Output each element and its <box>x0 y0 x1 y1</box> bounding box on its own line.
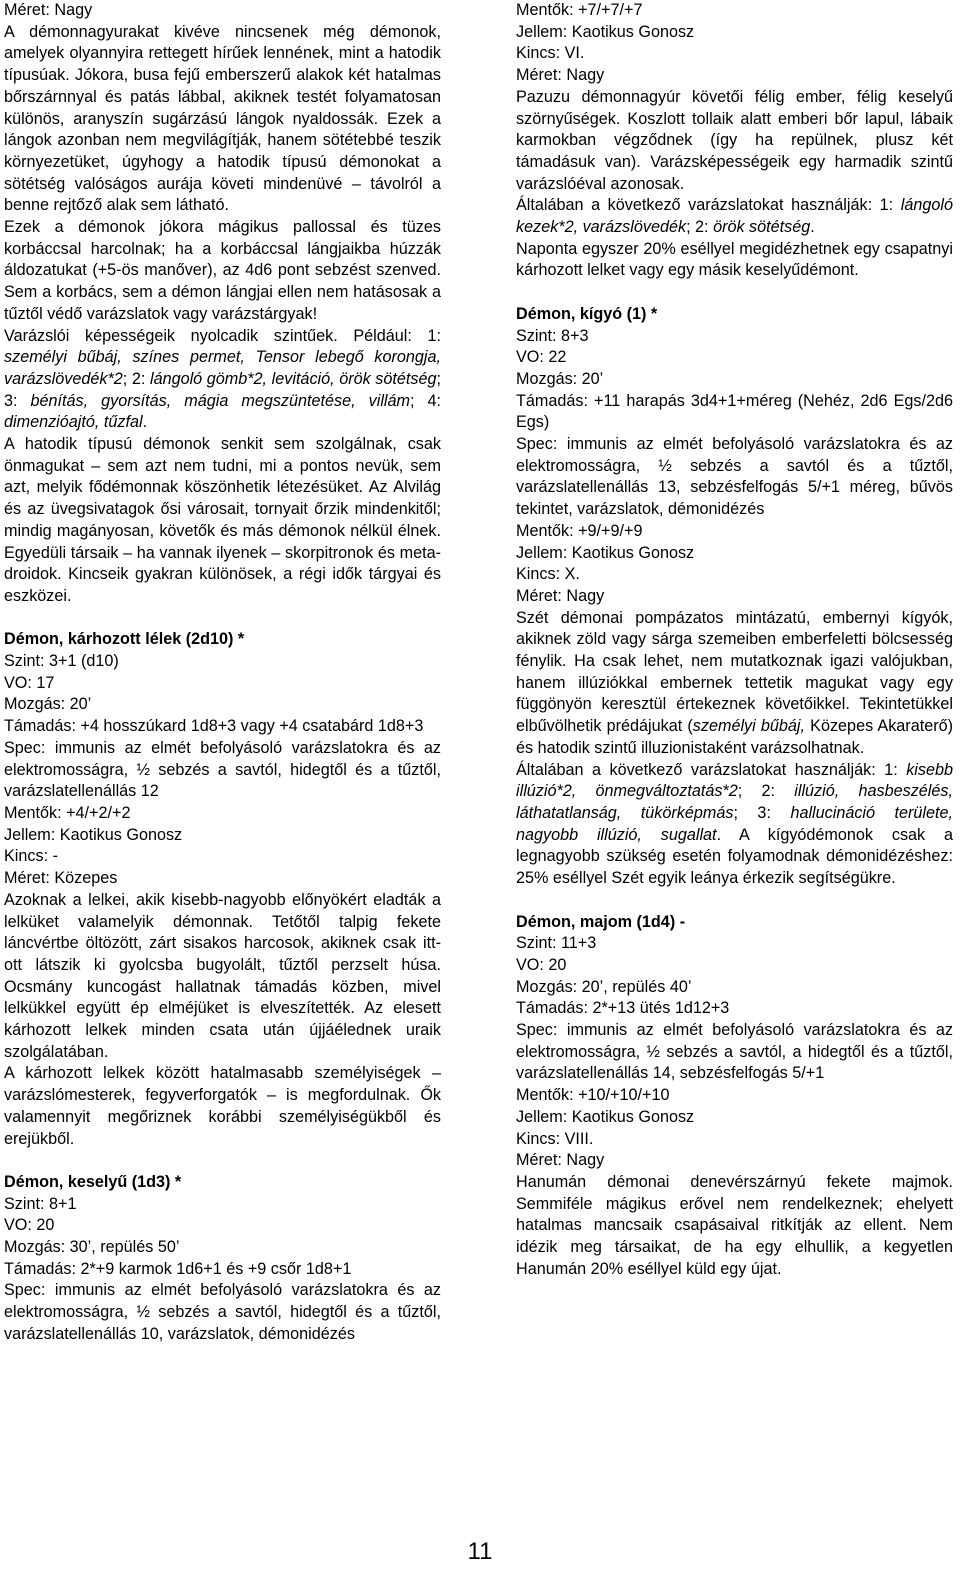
stat-line: Mentők: +9/+9/+9 <box>516 521 643 540</box>
stat-line: VO: 20 <box>4 1216 55 1235</box>
spell-paragraph: Általában a következő varázslatokat használják: 1: kisebb illúzió*2, önmegváltoztatás*2; 2: illúzió, hasbeszélés, láthatatlanság, tükörképmás; 3: hallucináció területe, nagyobb illúzió, sugallat. A kígyódémonok csak a legnagyobb szükség esetén folyamodnak démonidézéshez: 25% eséllyel Szét egyik leánya érkezik segítségükre. <box>516 760 954 888</box>
paragraph: Naponta egyszer 20% eséllyel megidézhetnek egy csapatnyi kárhozott lelket vagy egy másik keselyűdémont. <box>516 239 953 280</box>
right-column <box>516 0 953 1280</box>
stat-line: Spec: immunis az elmét befolyásoló varázslatokra és az elektromosságra, ½ sebzés a savtól, hidegtől és a tűztől, varázslatellenállás 10, varázslatok, démonidézés <box>4 1281 441 1343</box>
paragraph: A kárhozott lelkek között hatalmasabb személyiségek – varázslómesterek, fegyverforgatók – is megfordulnak. Ők valamennyit megőriznek korábbi személyiségükből és erejükből. <box>4 1064 441 1148</box>
spell-paragraph: Varázslói képességeik nyolcadik szintűek. Például: 1: személyi bűbáj, színes permet, Tensor lebegő korongja, varázslövedék*2; 2: lángoló gömb*2, levitáció, örök sötétség; 3: bénítás, gyorsítás, mágia megszüntetése, villám; 4: dimenzióajtó, tűzfal. <box>4 326 441 432</box>
stat-line: Jellem: Kaotikus Gonosz <box>516 1107 695 1126</box>
stat-line: Támadás: 2*+9 karmok 1d6+1 és +9 csőr 1d8+1 <box>4 1259 352 1278</box>
stat-line: Kincs: X. <box>516 565 580 584</box>
stat-line: Jellem: Kaotikus Gonosz <box>4 825 183 844</box>
section-heading: Démon, keselyű (1d3) * <box>4 1172 182 1191</box>
stat-line: Szint: 8+1 <box>4 1194 77 1213</box>
stat-line: Mentők: +7/+7/+7 <box>516 1 643 19</box>
stat-line: Mozgás: 20’, repülés 40’ <box>516 977 692 996</box>
stat-line: Szint: 8+3 <box>516 326 589 345</box>
section-heading: Démon, kígyó (1) * <box>516 304 658 323</box>
stat-line: Spec: immunis az elmét befolyásoló varázslatokra és az elektromosságra, ½ sebzés a savtól és a tűztől, varázslatellenállás 13, sebzésfelfogás 5/+1 méreg, bűvös tekintet, varázslatok, démonidézés <box>516 435 953 519</box>
stat-line: Támadás: 2*+13 ütés 1d12+3 <box>516 999 730 1018</box>
paragraph: A hatodik típusú démonok senkit sem szolgálnak, csak önmagukat – sem azt nem tudni, mi a pontos nevük, sem azt, melyik fődémonnak köszönhetik létezésüket. Az Alvilág és az üvegsivatagok ősi városait, tornyait őrzik mindenkitől; mindig magányosan, követők és más démonok nélkül élnek. Egyedüli társaik – ha vannak ilyenek – skorpitronok és meta-droidok. Kincseik gyakran különösek, a régi idők tárgyai és eszközei. <box>4 435 441 605</box>
stat-line: Méret: Nagy <box>516 1151 605 1170</box>
paragraph: Szét démonai pompázatos mintázatú, embernyi kígyók, akiknek zöld vagy sárga szemeiben emberfeletti bölcsesség fénylik. Ha csak lehet, nem mutatkoznak igazi valójukban, hanem illúziókkal embernek tettetik magukat vagy egy függönyön keresztül értekeznek követőikkel. Tekintetükkel elbűvölhetik prédájukat (személyi bűbáj, Közepes Akaraterő) és hatodik szintű illuzionistaként varázsolhatnak. <box>516 608 953 757</box>
stat-line: Mentők: +4/+2/+2 <box>4 804 131 822</box>
size-line: Méret: Nagy <box>4 1 93 19</box>
stat-line: Spec: immunis az elmét befolyásoló varázslatokra és az elektromosságra, ½ sebzés a savtól, a hidegtől és a tűztől, varázslatellenállás 14, sebzésfelfogás 5/+1 <box>516 1021 953 1083</box>
stat-line: Mozgás: 30’, repülés 50’ <box>4 1238 180 1257</box>
section-heading: Démon, kárhozott lélek (2d10) * <box>4 630 245 649</box>
stat-line: Spec: immunis az elmét befolyásoló varázslatokra és az elektromosságra, ½ sebzés a savtól, hidegtől és a tűztől, varázslatellenállás 12 <box>4 738 441 801</box>
stat-line: Méret: Nagy <box>516 586 605 605</box>
stat-line: Mentők: +10/+10/+10 <box>516 1086 670 1105</box>
stat-line: Támadás: +11 harapás 3d4+1+méreg (Nehéz, 2d6 Egs/2d6 Egs) <box>516 391 953 432</box>
page-number: 11 <box>467 1538 493 1565</box>
stat-line: Támadás: +4 hosszúkard 1d8+3 vagy +4 csatabárd 1d8+3 <box>4 717 424 736</box>
stat-line: Jellem: Kaotikus Gonosz <box>516 22 695 41</box>
section-heading: Démon, majom (1d4) - <box>516 912 686 931</box>
stat-line: Mozgás: 20’ <box>516 369 604 388</box>
stat-line: Méret: Nagy <box>516 66 605 85</box>
stat-line: VO: 17 <box>4 673 55 692</box>
paragraph: Hanumán démonai denevérszárnyú fekete majmok. Semmiféle mágikus erővel nem rendelkeznek; ehelyett hatalmas mancsaik csapásaival ritkítják az ellent. Nem idézik meg társaikat, de ha egy elhullik, a kegyetlen Hanumán 20% eséllyel küld egy újat. <box>516 1172 953 1278</box>
stat-line: Szint: 3+1 (d10) <box>4 652 119 671</box>
stat-line: Jellem: Kaotikus Gonosz <box>516 543 695 562</box>
stat-line: Kincs: - <box>4 847 58 866</box>
stat-line: Méret: Közepes <box>4 869 118 888</box>
paragraph: Ezek a démonok jókora mágikus pallossal és tüzes korbáccsal harcolnak; ha a korbáccsal lángjaikba húzzák áldozatukat (+5-ös manőver), az 4d6 pont sebzést szenved. Sem a korbács, sem a démon lángjai ellen nem hatásosak a tűztől védő varázslatok vagy varázstárgyak! <box>4 218 441 323</box>
stat-line: VO: 20 <box>516 955 567 974</box>
stat-line: VO: 22 <box>516 348 567 367</box>
paragraph: Pazuzu démonnagyúr követői félig ember, félig keselyű szörnyűségek. Koszlott tollaik alatt emberi bőr lapul, lábaik karmokban végződnek (így ha repülnek, plusz két támadásuk van). Varázsképességeik egy harmadik szintű varázslóéval azonosak. <box>516 87 953 193</box>
paragraph: A démonnagyurakat kivéve nincsenek még démonok, amelyek olyannyira rettegett hírűek lennének, mint a hatodik típusúak. Jókora, busa fejű emberszerű alakok két hatalmas bőrszárnnyal és patás lábbal, akiknek testét folyamatosan különös, aranyszín sugárzású lángok nyaldossák. Ezek a lángok azonban nem megvilágítják, hanem sötétebbé teszik környezetüket, úgyhogy a hatodik típusú démonokat a sötétség valóságos aurája követi mindenüvé – távolról a benne rejtőző alak sem látható. <box>4 22 441 215</box>
paragraph: Azoknak a lelkei, akik kisebb-nagyobb előnyökért eladták a lelküket valamelyik démonnak. Tetőtől talpig fekete láncvértbe öltözött, zárt sisakos harcosok, akiknek csak itt-ott látszik ki gyolcsba bugyolált, tűztől perzselt húsa. Ocsmány kuncogást hallatnak támadás közben, mivel lelkükkel együtt ép elméjüket is elveszítették. Az elesett kárhozott lelkek minden csata után újjáélednek uraik szolgálatában. <box>4 890 441 1061</box>
left-column <box>4 0 441 1346</box>
stat-line: Kincs: VI. <box>516 44 585 63</box>
stat-line: Mozgás: 20’ <box>4 695 92 714</box>
stat-line: Szint: 11+3 <box>516 934 597 953</box>
spell-paragraph: Általában a következő varázslatokat használják: 1: lángoló kezek*2, varázslövedék; 2: örök sötétség. <box>516 196 953 237</box>
stat-line: Kincs: VIII. <box>516 1129 594 1148</box>
